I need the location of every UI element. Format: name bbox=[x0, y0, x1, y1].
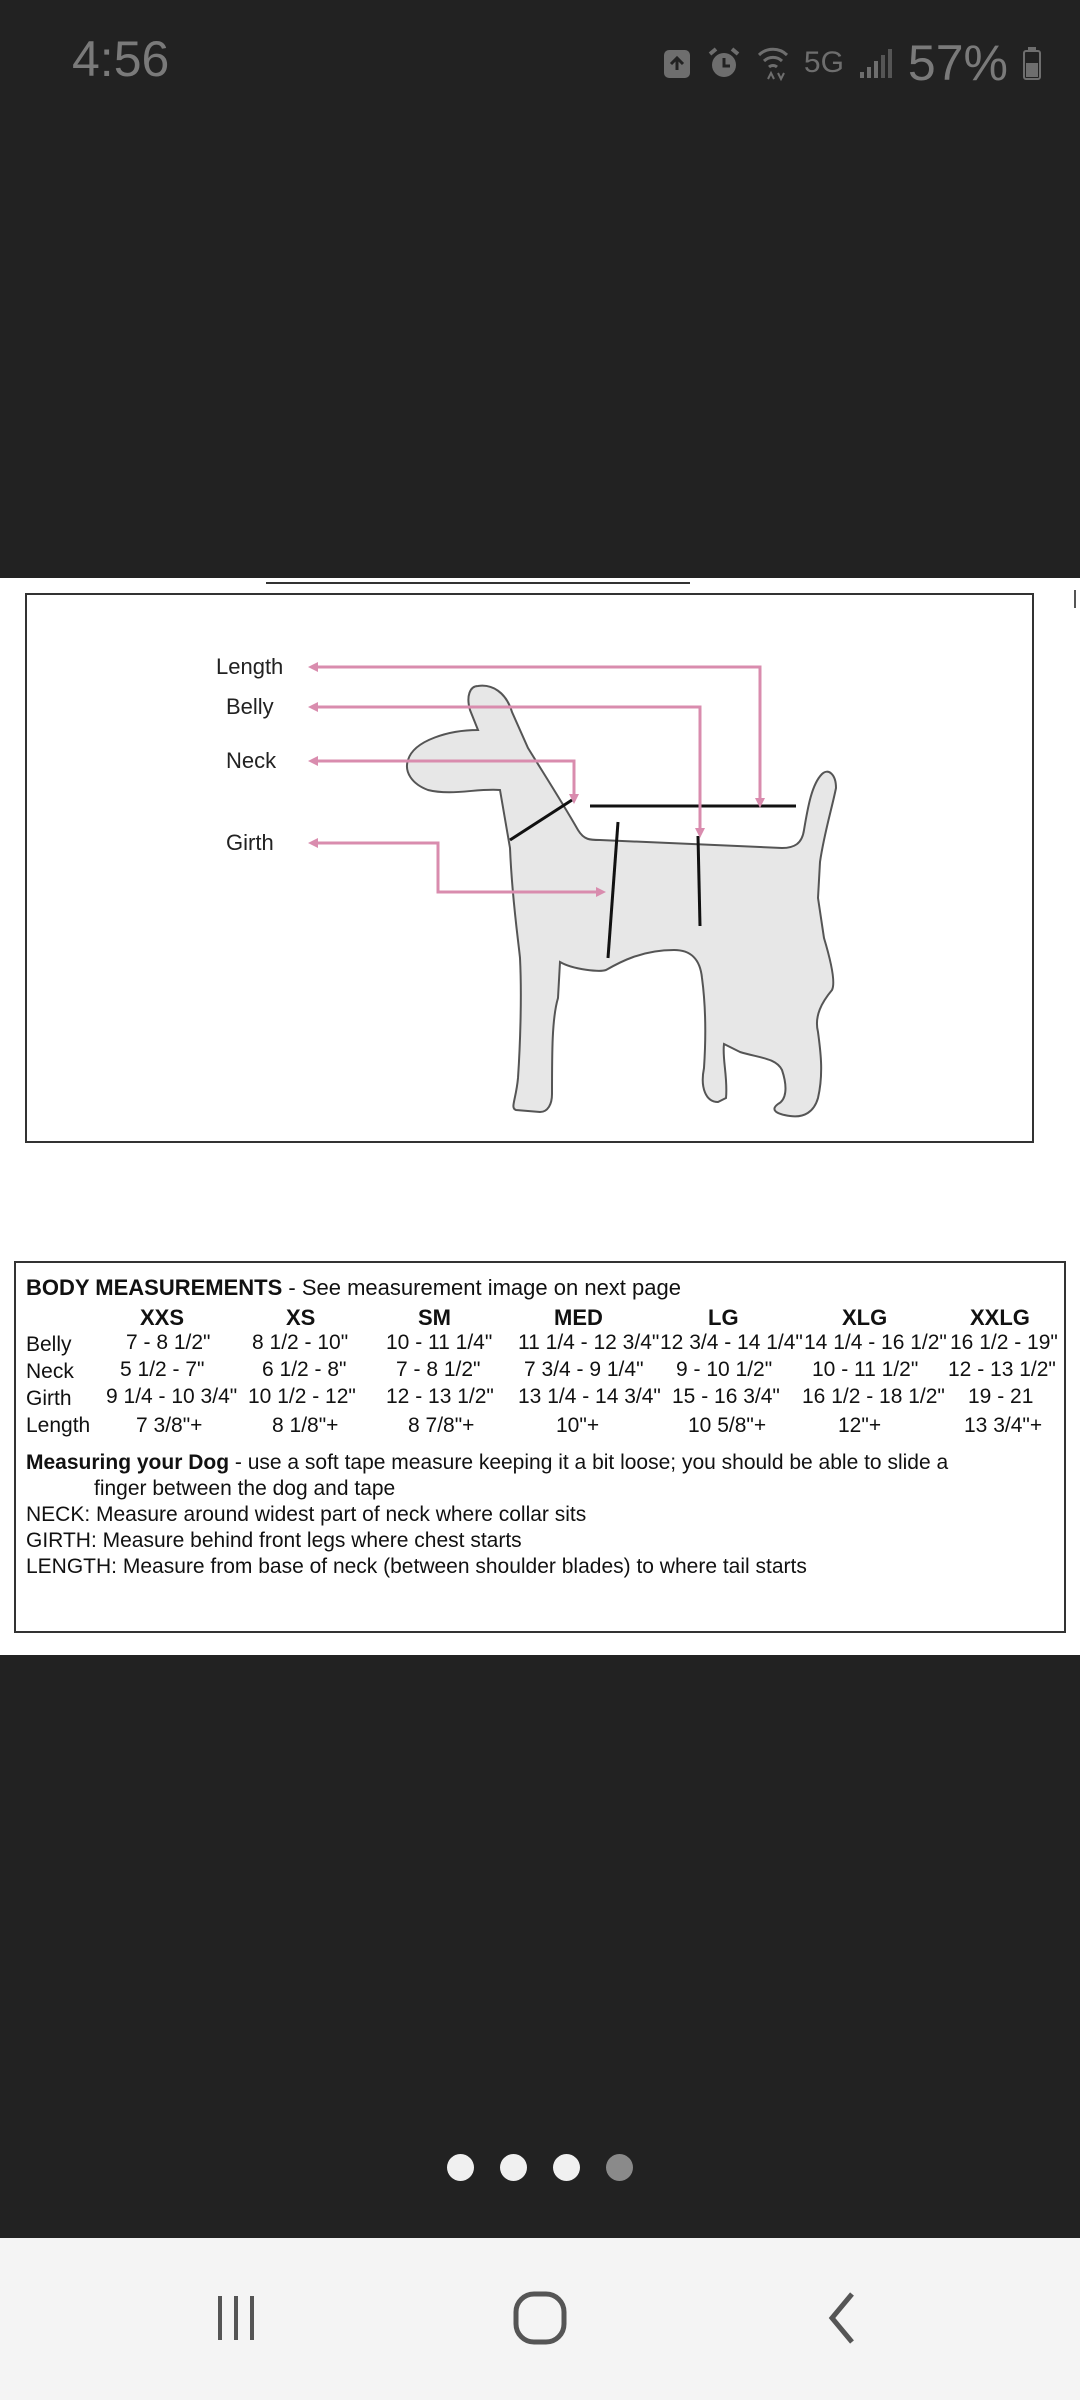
size-header: MED bbox=[554, 1305, 603, 1330]
save-icon bbox=[662, 46, 692, 80]
row-label: Neck bbox=[26, 1360, 74, 1383]
table-cell: 12"+ bbox=[838, 1414, 882, 1437]
table-cell: 12 3/4 - 14 1/4" bbox=[660, 1331, 803, 1354]
table-cell: 10 - 11 1/2" bbox=[812, 1358, 919, 1381]
table-cell: 7 - 8 1/2" bbox=[126, 1331, 211, 1354]
size-chart bbox=[14, 1261, 1066, 1633]
size-chart-image[interactable] bbox=[0, 1243, 1080, 1655]
row-label: Length bbox=[26, 1414, 91, 1437]
table-cell: 7 3/8"+ bbox=[136, 1414, 203, 1437]
battery-icon bbox=[1022, 45, 1042, 81]
table-cell: 14 1/4 - 16 1/2" bbox=[804, 1331, 947, 1354]
measuring-text: - use a soft tape measure keeping it a bit loose; you should be able to slide a bbox=[229, 1451, 949, 1474]
table-cell: 15 - 16 3/4" bbox=[672, 1385, 780, 1408]
table-cell: 10 5/8"+ bbox=[688, 1414, 767, 1437]
table-cell: 7 3/4 - 9 1/4" bbox=[524, 1358, 644, 1381]
neck-label: Neck bbox=[226, 748, 277, 773]
belly-label: Belly bbox=[226, 694, 274, 719]
pager-dot[interactable] bbox=[500, 2154, 527, 2181]
size-header: XLG bbox=[842, 1305, 888, 1330]
navigation-bar bbox=[0, 2238, 1080, 2400]
status-icons bbox=[662, 34, 1042, 92]
status-bar bbox=[0, 0, 1080, 120]
recents-icon[interactable] bbox=[206, 2288, 266, 2353]
table-cell: 12 - 13 1/2" bbox=[948, 1358, 1056, 1381]
dog-illustration bbox=[0, 578, 1080, 1243]
size-header: XXS bbox=[140, 1305, 185, 1330]
table-cell: 9 1/4 - 10 3/4" bbox=[106, 1385, 238, 1408]
measuring-title: Measuring your Dog bbox=[26, 1451, 230, 1474]
size-header: SM bbox=[418, 1305, 451, 1330]
pager-dot-active[interactable] bbox=[606, 2154, 633, 2181]
table-cell: 10 1/2 - 12" bbox=[248, 1385, 356, 1408]
measuring-instructions bbox=[26, 1451, 948, 1475]
table-cell: 10"+ bbox=[556, 1414, 600, 1437]
scroll-indicator bbox=[1074, 590, 1076, 608]
row-label: Belly bbox=[26, 1333, 72, 1356]
length-instruction: LENGTH: Measure from base of neck (between shoulder blades) to where tail starts bbox=[26, 1555, 807, 1578]
pager-dot[interactable] bbox=[447, 2154, 474, 2181]
chart-header bbox=[26, 1275, 681, 1301]
girth-label: Girth bbox=[226, 830, 274, 855]
size-header: XS bbox=[286, 1305, 316, 1330]
clock: 4:56 bbox=[72, 31, 170, 87]
signal-icon bbox=[858, 46, 894, 80]
chart-header-title: BODY MEASUREMENTS bbox=[26, 1275, 283, 1300]
table-cell: 13 1/4 - 14 3/4" bbox=[518, 1385, 661, 1408]
chart-header-note: - See measurement image on next page bbox=[282, 1275, 681, 1300]
table-cell: 8 1/8"+ bbox=[272, 1414, 339, 1437]
table-cell: 6 1/2 - 8" bbox=[262, 1358, 347, 1381]
table-cell: 7 - 8 1/2" bbox=[396, 1358, 481, 1381]
table-cell: 10 - 11 1/4" bbox=[386, 1331, 493, 1354]
table-cell: 5 1/2 - 7" bbox=[120, 1358, 205, 1381]
neck-instruction: NECK: Measure around widest part of neck where collar sits bbox=[26, 1503, 587, 1526]
battery-percent: 57% bbox=[907, 35, 1008, 91]
table-cell: 13 3/4"+ bbox=[964, 1414, 1043, 1437]
row-label: Girth bbox=[26, 1387, 72, 1410]
girth-instruction: GIRTH: Measure behind front legs where chest starts bbox=[26, 1529, 522, 1552]
table-cell: 8 7/8"+ bbox=[408, 1414, 475, 1437]
dog-silhouette bbox=[407, 686, 836, 1117]
table-cell: 16 1/2 - 18 1/2" bbox=[802, 1385, 945, 1408]
network-type: 5G bbox=[803, 46, 844, 79]
table-cell: 16 1/2 - 19" bbox=[950, 1331, 1058, 1354]
pager-dot[interactable] bbox=[553, 2154, 580, 2181]
table-cell: 11 1/4 - 12 3/4" bbox=[518, 1331, 660, 1354]
size-header: LG bbox=[708, 1305, 739, 1330]
length-label: Length bbox=[216, 654, 284, 679]
alarm-icon bbox=[706, 45, 742, 81]
dog-measurement-diagram[interactable] bbox=[0, 578, 1080, 1243]
size-header: XXLG bbox=[970, 1305, 1030, 1330]
table-cell: 19 - 21 bbox=[968, 1385, 1034, 1408]
measuring-text-cont: finger between the dog and tape bbox=[94, 1477, 396, 1500]
image-pager bbox=[0, 2154, 1080, 2184]
table-cell: 8 1/2 - 10" bbox=[252, 1331, 349, 1354]
back-icon[interactable] bbox=[814, 2288, 874, 2353]
home-icon[interactable] bbox=[510, 2288, 570, 2353]
table-cell: 9 - 10 1/2" bbox=[676, 1358, 773, 1381]
table-cell: 12 - 13 1/2" bbox=[386, 1385, 494, 1408]
wifi-icon bbox=[756, 43, 790, 83]
